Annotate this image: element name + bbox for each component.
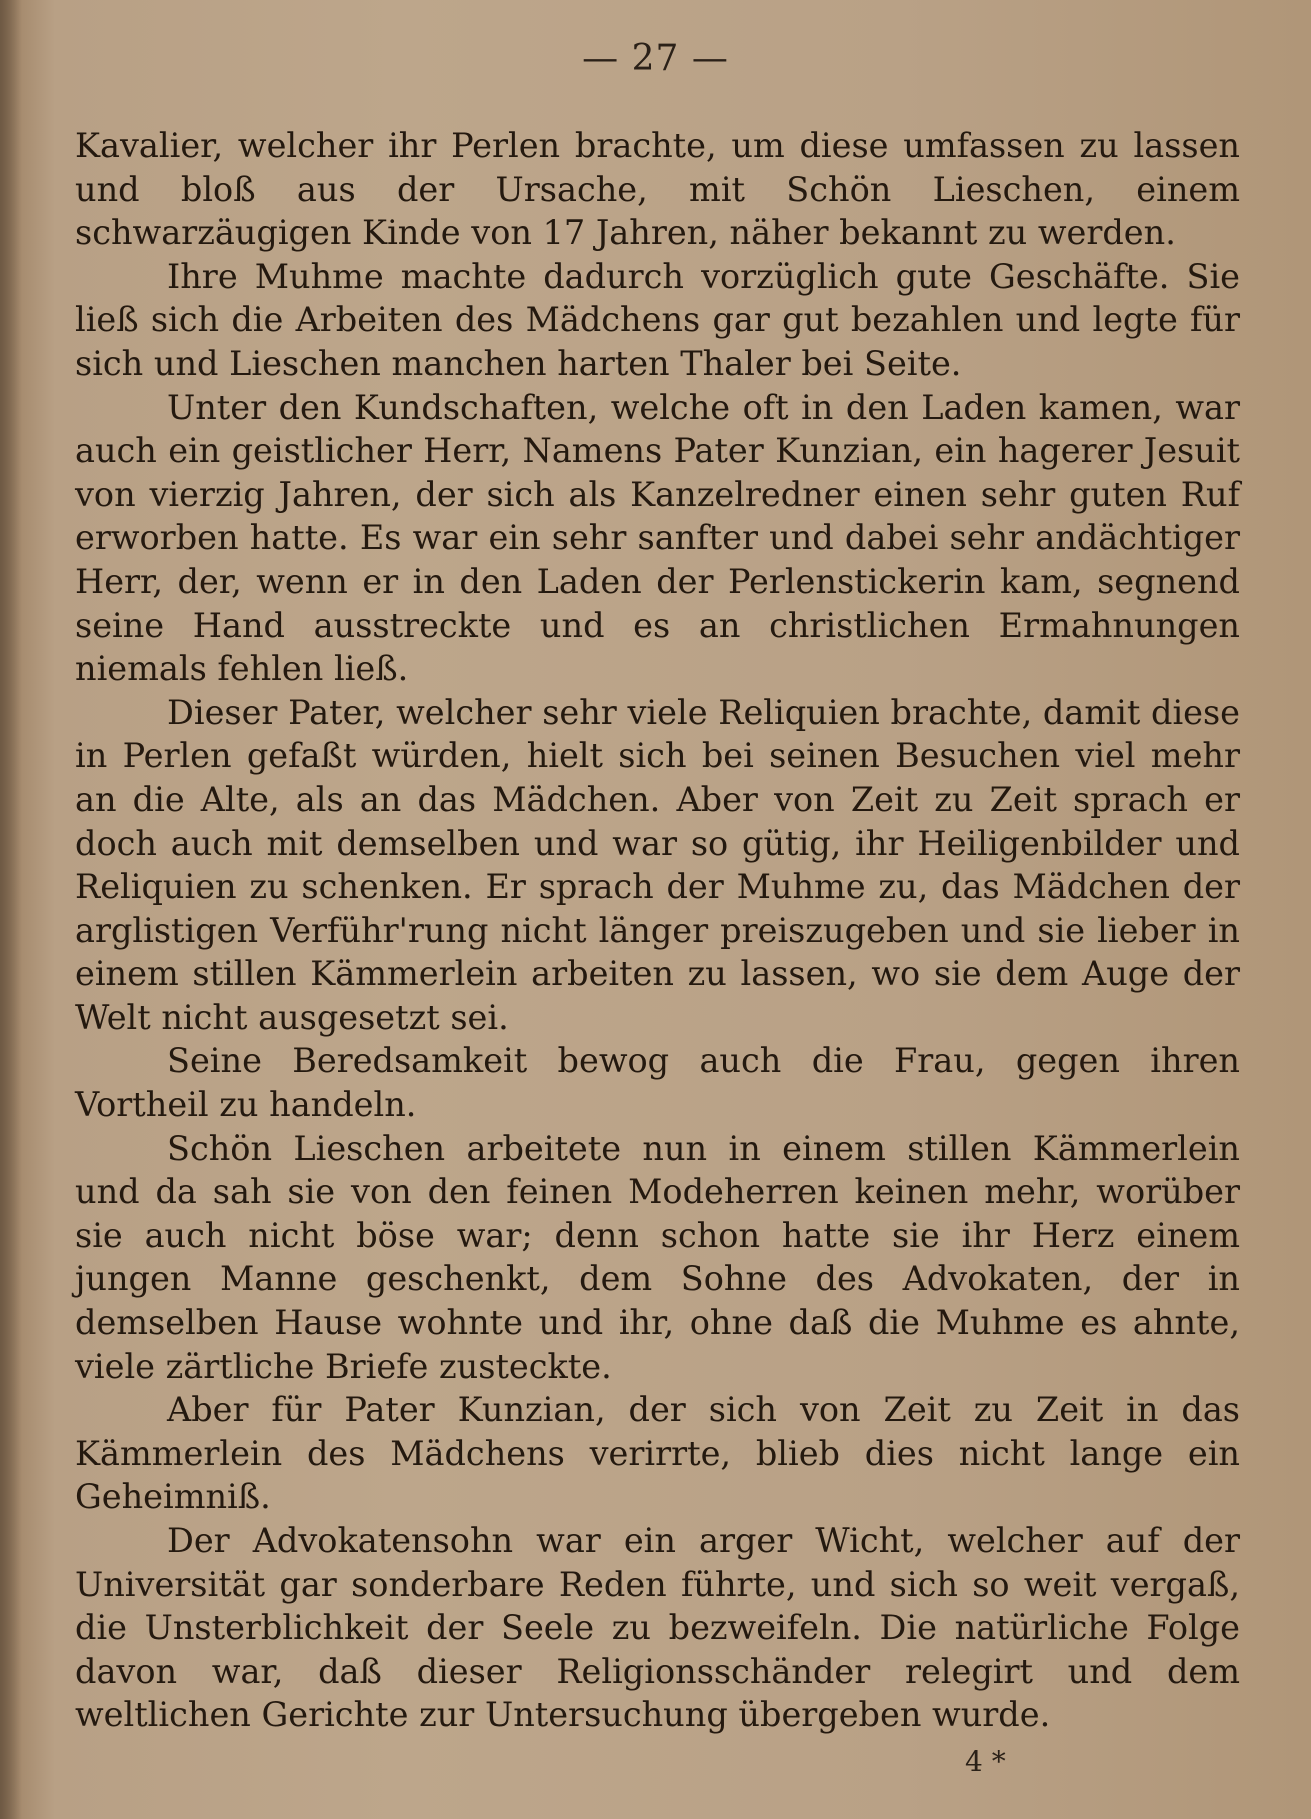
paragraph: Dieser Pater, welcher sehr viele Reliquien brachte, damit diese in Perlen gefaßt würden, hielt sich bei seinen Besuchen viel mehr an die Alte, als an das Mädchen. Aber von Zeit zu Zeit sprach er doch auch mit demselben und war so gütig, ihr Heiligenbilder und Reliquien zu schenken. Er sprach der Muhme zu, das Mädchen der arglistigen Verführ'rung nicht länger preiszugeben und sie lieber in einem stillen Kämmerlein arbeiten zu lassen, wo sie dem Auge der Welt nicht ausgesetzt sei. bbox=[75, 692, 1240, 1037]
paragraph: Aber für Pater Kunzian, der sich von Zeit zu Zeit in das Kämmerlein des Mädchens verirrte, blieb dies nicht lange ein Geheimniß. bbox=[75, 1390, 1240, 1517]
page-number: — 27 — bbox=[582, 38, 729, 79]
body-text bbox=[75, 124, 1240, 1737]
signature-mark: 4 * bbox=[965, 1745, 1006, 1778]
paragraph: Seine Beredsamkeit bewog auch die Frau, gegen ihren Vortheil zu handeln. bbox=[75, 1041, 1240, 1125]
paragraph: Kavalier, welcher ihr Perlen brachte, um diese umfassen zu lassen und bloß aus der Ursache, mit Schön Lieschen, einem schwarzäugigen Kinde von 17 Jahren, näher bekannt zu werden. bbox=[75, 126, 1240, 253]
paragraph: Schön Lieschen arbeitete nun in einem stillen Kämmerlein und da sah sie von den feinen Modeherren keinen mehr, worüber sie auch nicht böse war; denn schon hatte sie ihr Herz einem jungen Manne geschenkt, dem Sohne des Advokaten, der in demselben Hause wohnte und ihr, ohne daß die Muhme es ahnte, viele zärtliche Briefe zusteckte. bbox=[75, 1128, 1240, 1386]
paragraph: Ihre Muhme machte dadurch vorzüglich gute Geschäfte. Sie ließ sich die Arbeiten des Mädchens gar gut bezahlen und legte für sich und Lieschen manchen harten Thaler bei Seite. bbox=[75, 256, 1240, 383]
paragraph: Der Advokatensohn war ein arger Wicht, welcher auf der Universität gar sonderbare Reden führte, und sich so weit vergaß, die Unsterblichkeit der Seele zu bezweifeln. Die natürliche Folge davon war, daß dieser Religionsschänder relegirt und dem weltlichen Gerichte zur Untersuchung übergeben wurde. bbox=[75, 1521, 1240, 1735]
paragraph: Unter den Kundschaften, welche oft in den Laden kamen, war auch ein geistlicher Herr, Namens Pater Kunzian, ein hagerer Jesuit von vierzig Jahren, der sich als Kanzelredner einen sehr guten Ruf erworben hatte. Es war ein sehr sanfter und dabei sehr andächtiger Herr, der, wenn er in den Laden der Perlenstickerin kam, segnend seine Hand ausstreckte und es an christlichen Ermahnungen niemals fehlen ließ. bbox=[75, 387, 1240, 689]
binding-shadow bbox=[0, 0, 22, 1819]
